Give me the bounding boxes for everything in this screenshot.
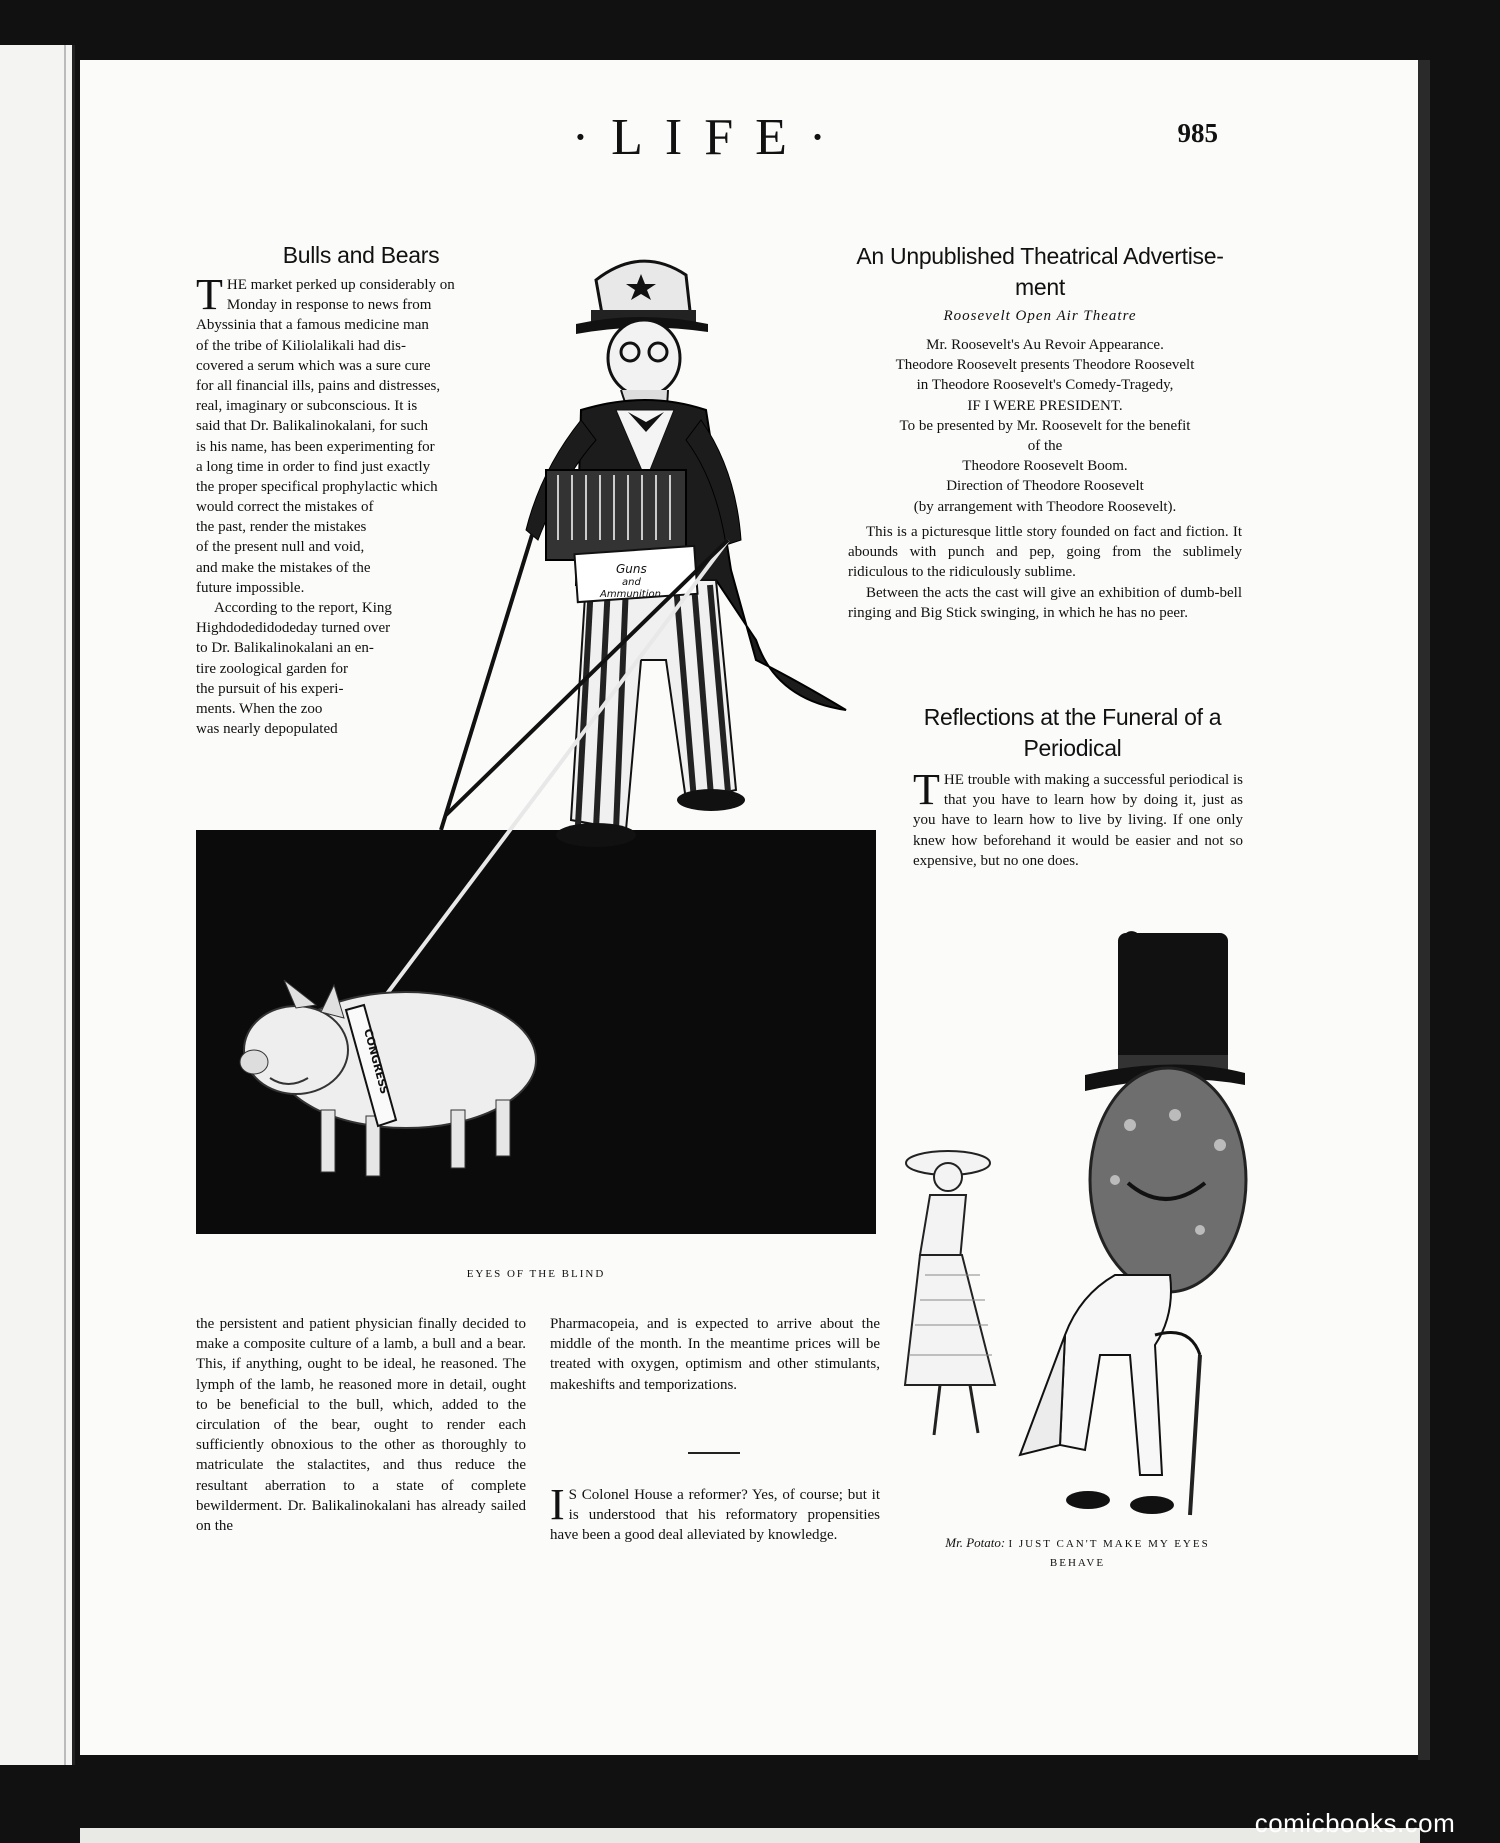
title-line: ment: [1015, 274, 1065, 300]
colonel-house-text: S Colonel House a reformer? Yes, of course; but it is understood that his reformatory propensities have been a good deal alleviated by knowledge.: [550, 1487, 880, 1544]
cartoon-eyes-of-the-blind: [196, 240, 876, 1240]
box-label-line: Guns: [616, 562, 647, 576]
text-line: real, imaginary or subconscious. It is: [196, 398, 418, 415]
text-line: of the tribe of Kiliolalikali had dis-: [196, 337, 406, 354]
cartoon-caption-eyes-of-the-blind: EYES OF THE BLIND: [466, 1268, 606, 1280]
box-label-line: and: [622, 577, 641, 588]
cartoon-caption-mr-potato: [905, 1534, 1250, 1572]
shoe: [1066, 1491, 1110, 1509]
top-hat-icon: [1118, 933, 1228, 1073]
text-line: was nearly depopulated: [196, 721, 338, 738]
coat-tail: [1020, 1335, 1065, 1455]
masthead: ·LIFE·: [571, 109, 849, 166]
credit-line: Direction of Theodore Roosevelt: [946, 478, 1144, 495]
text-line: of the present null and void,: [196, 539, 365, 556]
next-page-edge: [80, 1828, 1420, 1843]
caption-line: I JUST CAN'T MAKE MY EYES: [1008, 1538, 1210, 1550]
caption-line: BEHAVE: [1049, 1557, 1106, 1569]
text-line: the past, render the mistakes: [196, 519, 367, 536]
credit-line: IF I WERE PRESIDENT.: [967, 397, 1123, 414]
watermark: comicbooks.com: [1254, 1808, 1456, 1838]
bulls-continued-column-2: Pharmacopeia, and is expected to arrive about the middle of the month. In the meantime prices will be treated with oxygen, optimism and other stimulants, makeshifts and temporizations.: [550, 1316, 880, 1393]
lady-figure: [905, 1151, 995, 1435]
adjacent-page-edge: [0, 45, 75, 1765]
shoe: [556, 823, 636, 847]
text-line: ments. When the zoo: [196, 701, 323, 718]
bulls-continued-column-1: the persistent and patient physician finally decided to make a composite culture of a lamb, a bull and a bear. This, if anything, ought to be ideal, he reasoned. The lymph of the lamb, he reasoned more in detail, ought to be beneficial to the bull, which, added to the circulation of the bear, ought to render each sufficiently obnoxious to the other as thoroughly to matriculate the stalactites, and thus reduce the resultant aberration to a state of complete bewilderment. Dr. Balikalinokalani has already sailed on the: [196, 1316, 526, 1535]
article-title-theatrical-advertisement: [840, 241, 1240, 303]
cartoon-mr-potato: [900, 915, 1250, 1535]
title-line: Reflections at the Funeral of a: [923, 704, 1222, 730]
colonel-house-item: [550, 1480, 880, 1546]
uncle-sam-head: [608, 320, 680, 396]
paragraph: Between the acts the cast will give an exhibition of dumb-bell ringing and Big Stick swinging, in which he has no peer.: [848, 584, 1242, 621]
text-line: the pursuit of his experi-: [196, 680, 344, 697]
reflections-text: HE trouble with making a successful periodical is that you have to learn how by doing it, just as you have to learn how to live by living. If one only knew how beforehand it would be easier and not so expensive, but no one does.: [913, 772, 1243, 869]
credit-line: Theodore Roosevelt presents Theodore Roosevelt: [895, 357, 1195, 374]
box-label-line: Ammunition: [600, 589, 661, 600]
text-line: Abyssinia that a famous medicine man: [196, 317, 429, 334]
text-line: HE market perked up considerably on: [226, 277, 455, 293]
arm: [1155, 1333, 1200, 1356]
ammunition-box: [546, 470, 686, 560]
text-line: future impossible.: [196, 579, 305, 596]
text-line: would correct the mistakes of: [196, 499, 374, 515]
theatre-credits: [848, 335, 1242, 517]
article-title-bulls-and-bears: Bulls and Bears: [282, 242, 440, 268]
cane: [1190, 1355, 1200, 1515]
text-line: According to the report, King: [214, 600, 392, 616]
credit-line: Theodore Roosevelt Boom.: [962, 458, 1128, 475]
text-line: Monday in response to news from: [226, 297, 432, 314]
dropcap: T: [196, 270, 223, 319]
credit-line: To be presented by Mr. Roosevelt for the benefit: [899, 417, 1191, 434]
potato-body: [1060, 1275, 1171, 1475]
credit-line: in Theodore Roosevelt's Comedy-Tragedy,: [916, 377, 1174, 394]
scan-gutter: [1418, 60, 1430, 1760]
section-divider: [688, 1452, 740, 1454]
credit-line: Mr. Roosevelt's Au Revoir Appearance.: [926, 337, 1164, 353]
article-title-reflections: [895, 702, 1250, 764]
dropcap: T: [913, 765, 940, 814]
text-line: for all financial ills, pains and distresses,: [196, 378, 441, 395]
text-line: and make the mistakes of the: [196, 559, 371, 576]
theatre-subtitle: Roosevelt Open Air Theatre: [943, 308, 1137, 324]
credit-line: of the: [1027, 438, 1063, 455]
text-line: tire zoological garden for: [196, 660, 349, 677]
text-line: to Dr. Balikalinokalani an en-: [196, 640, 374, 657]
theatre-body: [848, 522, 1242, 623]
text-line: is his name, has been experimenting for: [196, 438, 435, 455]
credit-line: (by arrangement with Theodore Roosevelt).: [913, 498, 1177, 515]
shoe: [677, 789, 745, 811]
text-line: covered a serum which was a sure cure: [196, 357, 431, 374]
cane: [441, 535, 532, 830]
dropcap: I: [550, 1480, 565, 1529]
caption-speaker: Mr. Potato:: [945, 1535, 1006, 1550]
ribbon-label: CONGRESS: [361, 1027, 392, 1096]
title-line: Periodical: [1023, 735, 1122, 761]
page-number: 985: [1177, 118, 1218, 148]
text-line: a long time in order to find just exactly: [196, 458, 431, 475]
reflections-body: [913, 765, 1243, 871]
title-line: An Unpublished Theatrical Advertise-: [856, 243, 1224, 269]
text-line: said that Dr. Balikalinokalani, for such: [196, 418, 429, 435]
shoe: [1130, 1496, 1174, 1514]
text-line: Highdodedidodeday turned over: [196, 620, 391, 637]
paragraph: This is a picturesque little story founded on fact and fiction. It abounds with punch and pep, going from the sublimely ridiculous to the ridiculously sublime.: [848, 524, 1242, 581]
text-line: the proper specifical prophylactic which: [196, 479, 438, 496]
